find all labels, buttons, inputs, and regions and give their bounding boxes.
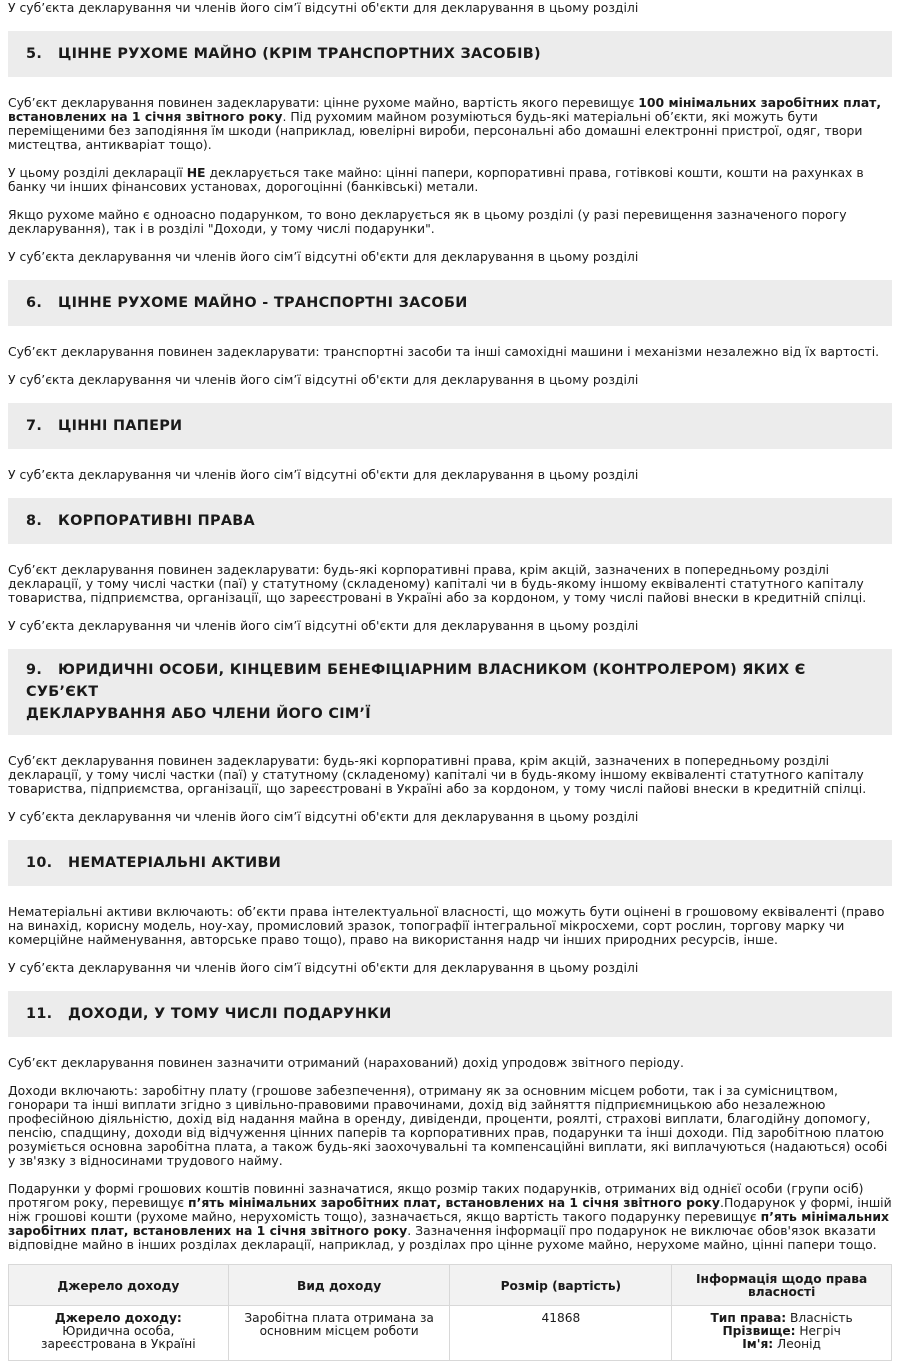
section-11-paragraph-1: Суб’єкт декларування повинен зазначити отриманий (нарахований) дохід упродовж звітного періоду. xyxy=(8,1055,684,1070)
column-header-type: Вид доходу xyxy=(228,1265,450,1306)
section-title-line-1: ЮРИДИЧНІ ОСОБИ, КІНЦЕВИМ БЕНЕФІЦІАРНИМ ВЛАСНИКОМ (КОНТРОЛЕРОМ) ЯКИХ Є СУБ’ЄКТ xyxy=(26,662,806,700)
right-type-value: Власність xyxy=(786,1311,853,1325)
section-5-paragraph-1: Суб’єкт декларування повинен задекларувати: цінне рухоме майно, вартість якого перевищує 100 мінімальних заробітних плат, встановлених на 1 січня звітного року. Під рухомим майном розуміються будь-які матеріальні об’єкти, які можуть бути переміщеними без заподіяння їм шкоди (наприклад, ювелірні вироби, персональні або домашні електронні пристрої, одяг, твори мистецтва, антикваріат тощо). xyxy=(8,95,882,152)
column-header-source: Джерело доходу xyxy=(9,1265,229,1306)
section-9-header xyxy=(8,649,892,735)
section-10-paragraph-1: Нематеріальні активи включають: об’єкти права інтелектуальної власності, що можуть бути оцінені в грошовому еквіваленті (право на винахід, корисну модель, ноу-хау, промисловий зразок, топографії інтегральної мікросхеми, сорт рослин, торгову марку чи комерційне найменування, авторське право тощо), право на використання надр чи інших природних ресурсів, інше. xyxy=(8,904,885,947)
cell-amount: 41868 xyxy=(450,1306,672,1361)
section-number: 8. xyxy=(26,513,43,529)
section-title: ЦІННЕ РУХОМЕ МАЙНО (КРІМ ТРАНСПОРТНИХ ЗАСОБІВ) xyxy=(58,46,541,62)
source-value: Юридична особа, зареєстрована в Україні xyxy=(41,1324,196,1351)
section-title: ЦІННІ ПАПЕРИ xyxy=(58,418,183,434)
section-number: 10. xyxy=(26,855,53,871)
absent-note: У суб’єкта декларування чи членів його сім’ї відсутні об'єкти для декларування в цьому розділі xyxy=(8,467,639,482)
section-5-paragraph-2: У цьому розділі декларації НЕ декларується таке майно: цінні папери, корпоративні права, готівкові кошти, кошти на рахунках в банку чи інших фінансових установах, дорогоцінні (банківські) метали. xyxy=(8,165,864,194)
section-number: 6. xyxy=(26,295,43,311)
section-number: 7. xyxy=(26,418,43,434)
section-5-header xyxy=(8,31,892,77)
column-header-amount: Розмір (вартість) xyxy=(450,1265,672,1306)
section-title-line-2: ДЕКЛАРУВАННЯ АБО ЧЛЕНИ ЙОГО СІМ’Ї xyxy=(26,706,371,722)
section-number: 11. xyxy=(26,1006,53,1022)
section-number: 5. xyxy=(26,46,43,62)
surname-value: Негріч xyxy=(795,1324,841,1338)
section-9-paragraph-1: Суб’єкт декларування повинен задекларувати: будь-які корпоративні права, крім акцій, зазначених в попередньому розділі декларації, у тому числі частки (паї) у статутному (складеному) капіталі чи в будь-якому іншому еквіваленті статутного капіталу товариства, підприємства, організації, що зареєстровані в Україні або за кордоном, у тому числі пайові внески в кредитній спілці. xyxy=(8,753,867,796)
section-title: КОРПОРАТИВНІ ПРАВА xyxy=(58,513,255,529)
absent-note: У суб’єкта декларування чи членів його сім’ї відсутні об'єкти для декларування в цьому розділі xyxy=(8,809,639,824)
column-header-ownership: Інформація щодо права власності xyxy=(672,1265,892,1306)
section-8-header xyxy=(8,498,892,544)
cell-source xyxy=(9,1306,229,1361)
income-table xyxy=(8,1264,892,1361)
section-8-paragraph-1: Суб’єкт декларування повинен задекларувати: будь-які корпоративні права, крім акцій, зазначених в попередньому розділі декларації, у тому числі частки (паї) у статутному (складеному) капіталі чи в будь-якому іншому еквіваленті статутного капіталу товариства, підприємства, організації, що зареєстровані в Україні або за кордоном, у тому числі пайові внески в кредитній спілці. xyxy=(8,562,867,605)
section-11-header xyxy=(8,991,892,1037)
section-title: ЦІННЕ РУХОМЕ МАЙНО - ТРАНСПОРТНІ ЗАСОБИ xyxy=(58,295,468,311)
section-title: ДОХОДИ, У ТОМУ ЧИСЛІ ПОДАРУНКИ xyxy=(68,1006,392,1022)
absent-note: У суб’єкта декларування чи членів його сім’ї відсутні об'єкти для декларування в цьому розділі xyxy=(8,0,639,15)
table-header-row xyxy=(9,1265,892,1306)
section-11-paragraph-2: Доходи включають: заробітну плату (грошове забезпечення), отриману як за основним місцем роботи, так і за сумісництвом, гонорари та інші виплати згідно з цивільно-правовими правочинами, дохід від зайняття підприємницькою або незалежною професійною діяльністю, дохід від надання майна в оренду, дивіденди, проценти, роялті, страхові виплати, благодійну допомогу, пенсію, спадщину, доходи від відчуження цінних паперів та корпоративних прав, подарунки та інші доходи. Під заробітною платою розуміється основна заробітна плата, а також будь-які заохочувальні та компенсаційні виплати, які виплачуються (надаються) особі у зв'язку з відносинами трудового найму. xyxy=(8,1083,888,1168)
name-label: Ім'я: xyxy=(742,1337,774,1351)
section-11-paragraph-3: Подарунки у формі грошових коштів повинні зазначатися, якщо розмір таких подарунків, отриманих від однієї особи (групи осіб) протягом року, перевищує п’ять мінімальних заробітних плат, встановлених на 1 січня звітного року.Подарунок у формі, іншій ніж грошові кошти (рухоме майно, нерухомість тощо), зазначається, якщо вартість такого подарунку перевищує п’ять мінімальних заробітних плат, встановлених на 1 січня звітного року. Зазначення інформації про подарунок не виключає обов'язок вказати відповідне майно в інших розділах декларації, наприклад, у розділах про цінне рухоме майно, нерухоме майно, цінні папери тощо. xyxy=(8,1181,892,1252)
section-number: 9. xyxy=(26,662,43,678)
source-label: Джерело доходу: xyxy=(54,1311,182,1325)
name-value: Леонід xyxy=(773,1337,821,1351)
absent-note: У суб’єкта декларування чи членів його сім’ї відсутні об'єкти для декларування в цьому розділі xyxy=(8,249,639,264)
absent-note: У суб’єкта декларування чи членів його сім’ї відсутні об'єкти для декларування в цьому розділі xyxy=(8,960,639,975)
absent-note: У суб’єкта декларування чи членів його сім’ї відсутні об'єкти для декларування в цьому розділі xyxy=(8,372,639,387)
section-10-header xyxy=(8,840,892,886)
surname-label: Прізвище: xyxy=(722,1324,796,1338)
section-title: НЕМАТЕРІАЛЬНІ АКТИВИ xyxy=(68,855,282,871)
cell-ownership xyxy=(672,1306,892,1361)
section-5-paragraph-3: Якщо рухоме майно є одноасно подарунком, то воно декларується як в цьому розділі (у разі перевищення зазначеного порогу декларування), так і в розділі "Доходи, у тому числі подарунки". xyxy=(8,207,847,236)
section-6-paragraph-1: Суб’єкт декларування повинен задекларувати: транспортні засоби та інші самохідні машини і механізми незалежно від їх вартості. xyxy=(8,344,880,359)
section-6-header xyxy=(8,280,892,326)
right-type-label: Тип права: xyxy=(710,1311,787,1325)
section-7-header xyxy=(8,403,892,449)
cell-type: Заробітна плата отримана за основним місцем роботи xyxy=(228,1306,450,1361)
table-row xyxy=(9,1306,892,1361)
absent-note: У суб’єкта декларування чи членів його сім’ї відсутні об'єкти для декларування в цьому розділі xyxy=(8,618,639,633)
